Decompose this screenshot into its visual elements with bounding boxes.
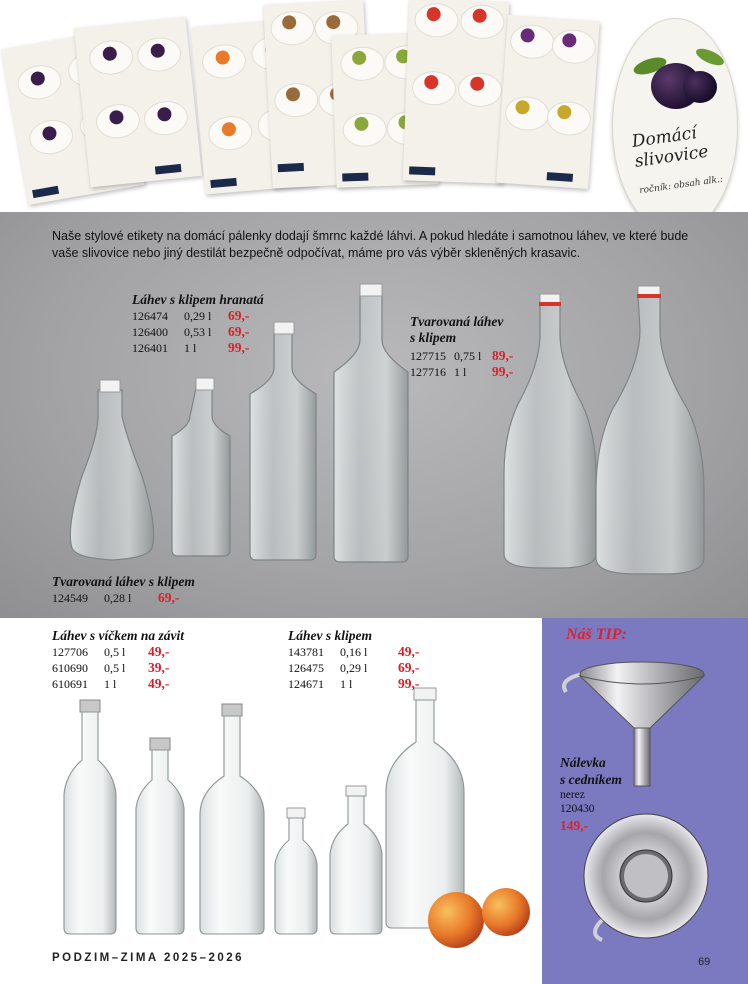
- product-price: 89,-: [492, 348, 514, 363]
- intro-paragraph: Naše stylové etikety na domácí pálenky dodají šmrnc každé láhvi. A pokud hledáte i samotnou láhev, ve které bude vaše slivovice nebo jiný destilát bezpečně odpočívat, máme pro vás výběr skleněných krasavic.: [52, 229, 689, 260]
- product-code: 143781: [288, 645, 324, 659]
- tip-name-line2: s cedníkem: [560, 772, 622, 787]
- bottle-shaped-large: [596, 286, 704, 574]
- product-price: 39,-: [148, 660, 170, 675]
- tip-heading: Náš TIP:: [566, 626, 627, 643]
- product-price: 99,-: [228, 340, 250, 355]
- product-row: [288, 660, 419, 676]
- funnel-top-view: [584, 814, 708, 940]
- shaped-clip-title-line1: Tvarovaná láhev: [410, 314, 504, 329]
- product-row: [410, 348, 513, 364]
- flask-title: Tvarovaná láhev s klipem: [52, 574, 195, 589]
- bottle-square-medium: [250, 322, 316, 560]
- tip-name-line1: Nálevka: [560, 755, 606, 770]
- product-code: 124671: [288, 677, 324, 691]
- peaches: [428, 888, 530, 948]
- bottle-flask: [70, 380, 153, 560]
- product-price: 69,-: [228, 324, 250, 339]
- product-code: 126475: [288, 661, 324, 675]
- tip-product-name: [560, 754, 622, 788]
- tip-material: nerez: [560, 789, 585, 801]
- bottle-clip-small: [275, 808, 317, 934]
- product-volume: 0,75 l: [454, 349, 482, 363]
- product-price: 69,-: [398, 660, 420, 675]
- square-clip-title: Láhev s klipem hranatá: [132, 292, 264, 307]
- product-code: 126401: [132, 341, 168, 355]
- product-row: [288, 644, 419, 660]
- product-price: 49,-: [148, 676, 170, 691]
- square-clip-rows: [132, 308, 249, 356]
- product-volume: 0,28 l: [104, 591, 132, 605]
- product-code: 610690: [52, 661, 88, 675]
- product-volume: 1 l: [104, 677, 117, 691]
- bottle-shaped-medium: [504, 294, 596, 568]
- product-price: 99,-: [492, 364, 514, 379]
- product-volume: 0,29 l: [340, 661, 368, 675]
- product-code: 124549: [52, 591, 88, 605]
- product-code: 127716: [410, 365, 446, 379]
- product-volume: 1 l: [184, 341, 197, 355]
- bottle-clip-medium: [330, 786, 382, 934]
- product-row: [52, 590, 179, 606]
- product-row: [52, 676, 169, 692]
- product-row: [410, 364, 513, 380]
- label-sheet-mixed: [496, 15, 599, 189]
- product-code: 127706: [52, 645, 88, 659]
- product-row: [52, 660, 169, 676]
- product-volume: 1 l: [454, 365, 467, 379]
- bottom-products: [0, 618, 542, 984]
- product-code: 127715: [410, 349, 446, 363]
- label-sheet-apple: [403, 0, 509, 184]
- product-price: 99,-: [398, 676, 420, 691]
- bottle-square-small: [172, 378, 230, 556]
- product-volume: 0,29 l: [184, 309, 212, 323]
- oval-label-slivovice: [612, 18, 738, 212]
- shaped-clip-title-line2: s klipem: [410, 330, 457, 345]
- screw-cap-title: Láhev s víčkem na závit: [52, 628, 184, 643]
- product-row: [132, 324, 249, 340]
- product-price: 69,-: [228, 308, 250, 323]
- product-volume: 1 l: [340, 677, 353, 691]
- product-volume: 0,53 l: [184, 325, 212, 339]
- oval-label-title: Domácí slivovice: [630, 123, 710, 172]
- product-price: 49,-: [148, 644, 170, 659]
- glass-bottles-illustration: [0, 212, 748, 618]
- footer-season: PODZIM–ZIMA 2025–2026: [52, 952, 245, 964]
- product-code: 610691: [52, 677, 88, 691]
- product-row: [132, 340, 249, 356]
- tip-price: 149,-: [560, 818, 589, 833]
- flask-rows: [52, 590, 179, 606]
- oval-label-sub: ročník: obsah alk.:: [638, 174, 724, 197]
- clip-rows: [288, 644, 419, 692]
- bottle-screw-medium: [136, 738, 184, 934]
- bottle-screw-tall: [64, 700, 116, 934]
- product-row: [132, 308, 249, 324]
- product-volume: 0,5 l: [104, 645, 126, 659]
- clip-title: Láhev s klipem: [288, 628, 372, 643]
- tip-code: 120430: [560, 803, 595, 815]
- labels-photo: [0, 0, 748, 212]
- product-volume: 0,16 l: [340, 645, 368, 659]
- bottle-screw-large: [200, 704, 264, 934]
- product-code: 126400: [132, 325, 168, 339]
- product-price: 49,-: [398, 644, 420, 659]
- bottles-photo-band: [0, 212, 748, 618]
- page-number: 69: [698, 956, 711, 968]
- product-row: [52, 644, 169, 660]
- product-price: 69,-: [158, 590, 180, 605]
- screw-cap-rows: [52, 644, 169, 692]
- bottle-square-large: [334, 284, 408, 562]
- product-code: 126474: [132, 309, 168, 323]
- product-row: [288, 676, 419, 692]
- shaped-clip-rows: [410, 348, 513, 380]
- tip-panel: [542, 618, 748, 984]
- label-sheet-plum-2: [74, 17, 202, 188]
- product-volume: 0,5 l: [104, 661, 126, 675]
- bottle-clip-large: [386, 688, 464, 928]
